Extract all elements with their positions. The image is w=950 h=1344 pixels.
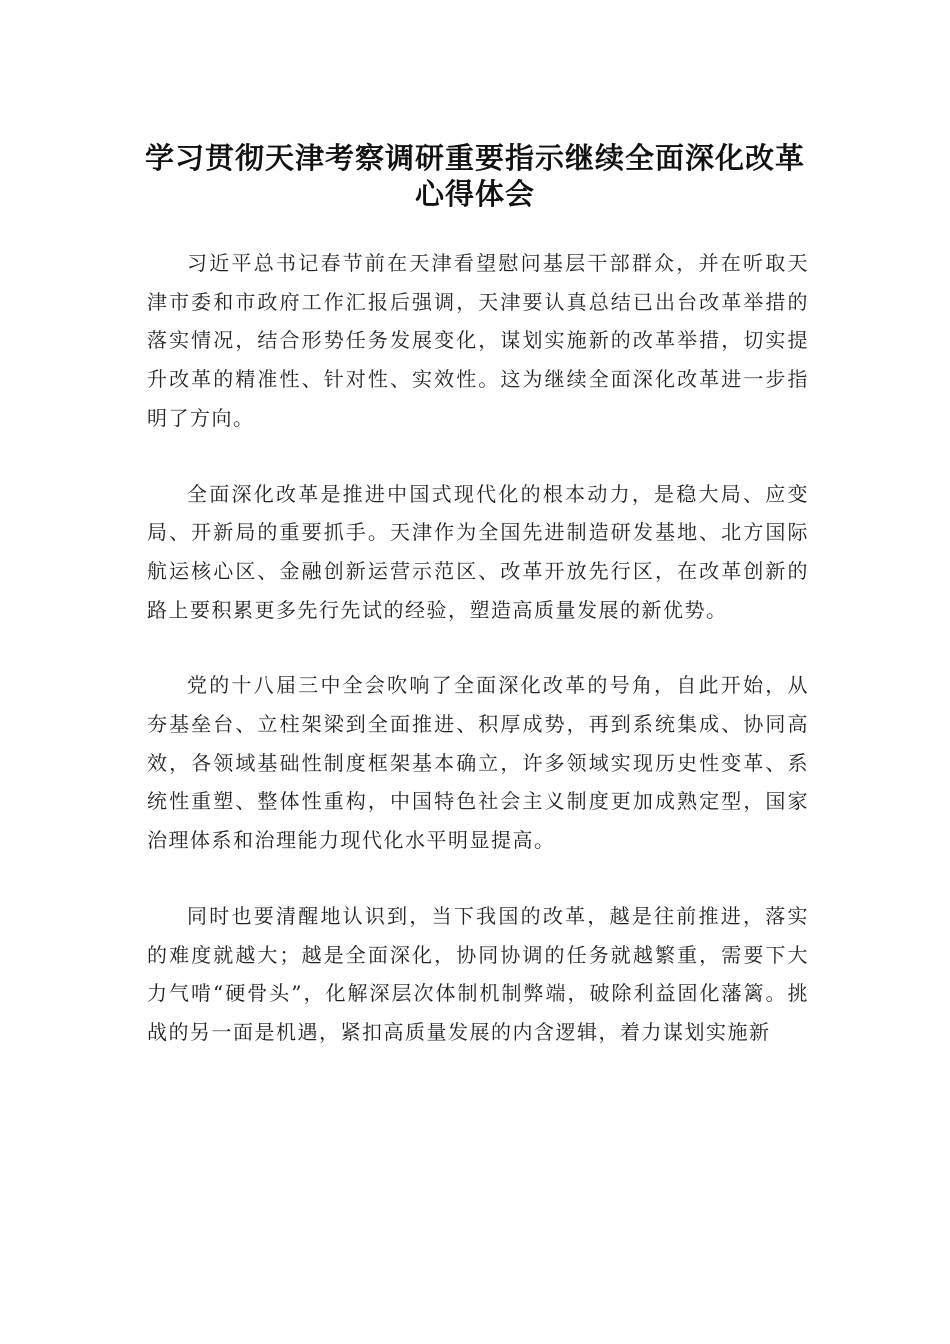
- title-line-1: 学习贯彻天津考察调研重要指示继续全面深化改革: [144, 141, 805, 175]
- paragraph-3: 党的十八届三中全会吹响了全面深化改革的号角，自此开始，从夯基垒台、立柱架梁到全面推进、积厚成势，再到系统集成、协同高效，各领域基础性制度框架基本确立，许多领域实现历史性变革、系统性重塑、整体性重构，中国特色社会主义制度更加成熟定型，国家治理体系和治理能力现代化水平明显提高。: [147, 673, 809, 853]
- paragraph-2: 全面深化改革是推进中国式现代化的根本动力，是稳大局、应变局、开新局的重要抓手。天津作为全国先进制造研发基地、北方国际航运核心区、金融创新运营示范区、改革开放先行区，在改革创新的路上要积累更多先行先试的经验，塑造高质量发展的新优势。: [147, 481, 809, 622]
- document-body: [147, 244, 809, 1089]
- document-title: [120, 140, 830, 212]
- paragraph-1: 习近平总书记春节前在天津看望慰问基层干部群众，并在听取天津市委和市政府工作汇报后强调，天津要认真总结已出台改革举措的落实情况，结合形势任务发展变化，谋划实施新的改革举措，切实提升改革的精准性、针对性、实效性。这为继续全面深化改革进一步指明了方向。: [147, 251, 809, 430]
- paragraph-4: 同时也要清醒地认识到，当下我国的改革，越是往前推进，落实的难度就越大；越是全面深化，协同协调的任务就越繁重，需要下大力气啃“硬骨头”，化解深层次体制机制弊端，破除利益固化藩篱。挑战的另一面是机遇，紧扣高质量发展的内含逻辑，着力谋划实施新: [147, 903, 809, 1044]
- title-line-2: 心得体会: [414, 177, 535, 211]
